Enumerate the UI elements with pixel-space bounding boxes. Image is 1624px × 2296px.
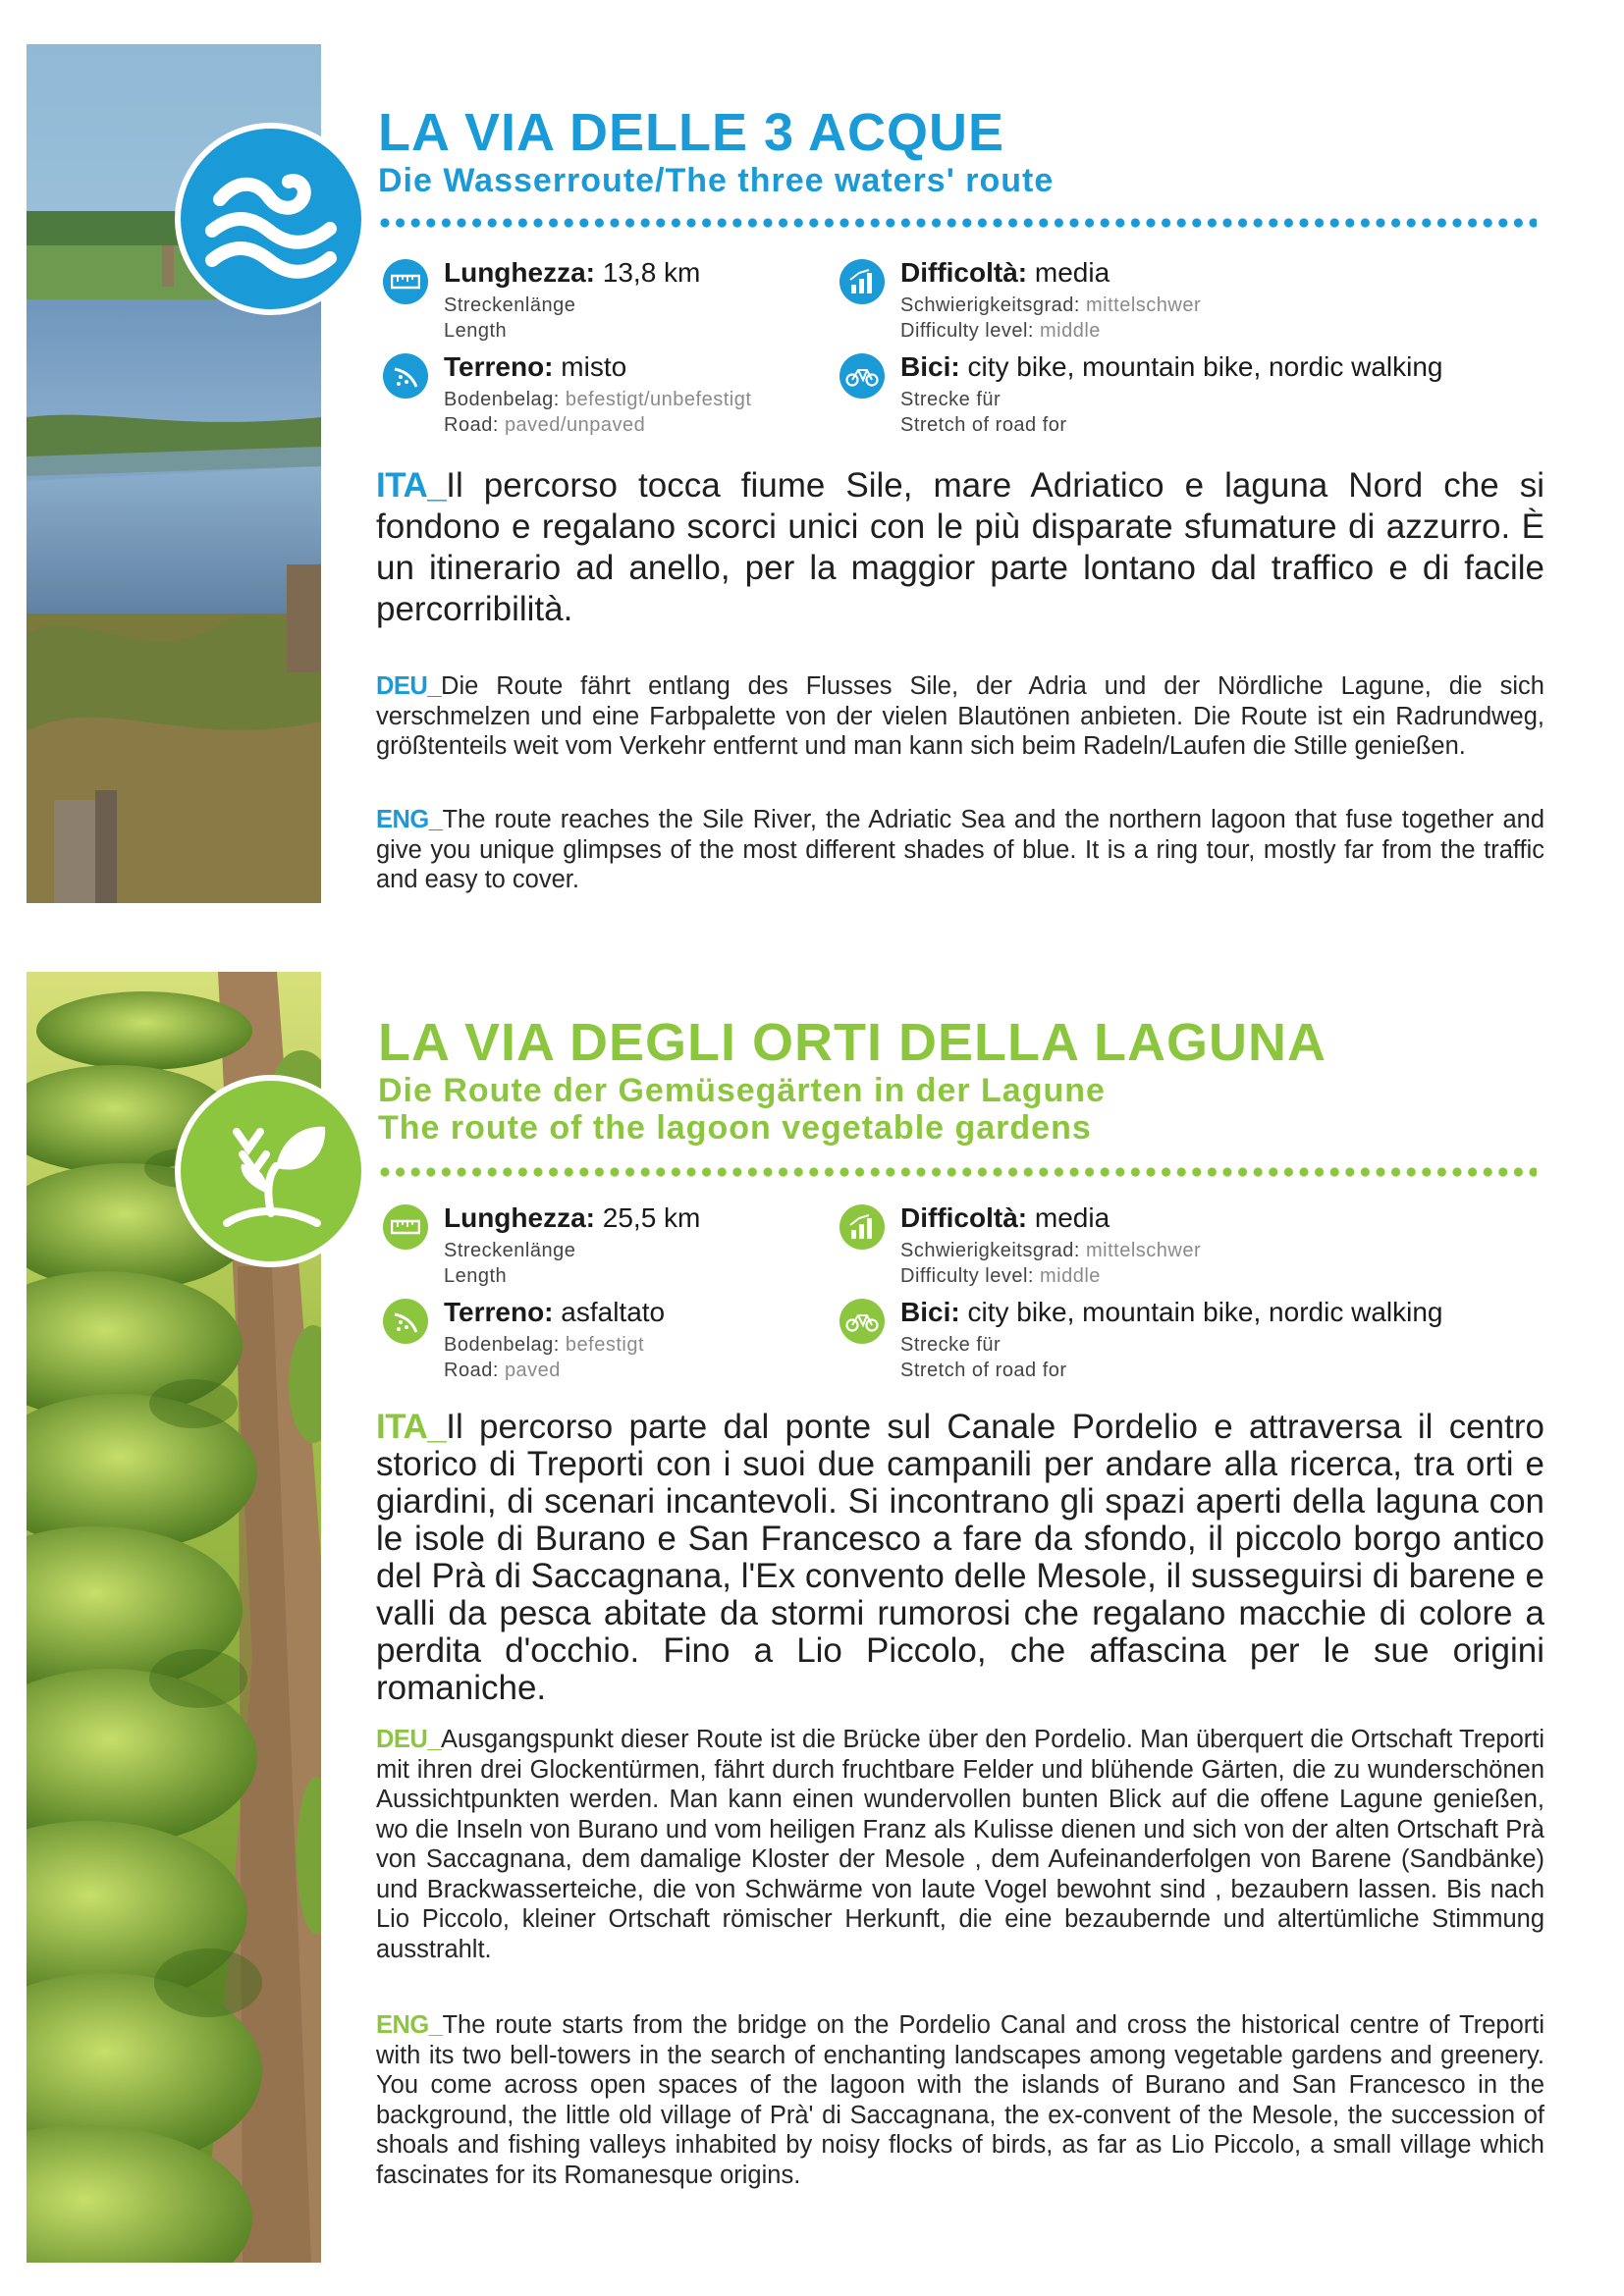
bike-de: Strecke für (900, 389, 1001, 410)
eng-description (376, 805, 1544, 895)
terrain-label: Terreno: (444, 351, 554, 382)
route-subtitle-de: Die Route der Gemüsegärten in der Lagune (378, 1072, 1106, 1109)
difficulty-label: Difficoltà: (900, 1202, 1028, 1233)
dotted-divider (378, 216, 1537, 230)
difficulty-de-value: mittelschwer (1085, 294, 1202, 316)
terrain-en-value: paved (504, 1360, 561, 1381)
difficulty-value: media (1034, 1202, 1110, 1233)
ita-tag: ITA_ (376, 1408, 447, 1446)
ruler-icon (383, 1204, 428, 1250)
deu-description (376, 671, 1544, 762)
bicycle-icon (839, 1299, 885, 1344)
route-section-vegetable-gardens (0, 923, 1624, 2296)
ita-description (376, 465, 1544, 630)
bike-value: city bike, mountain bike, nordic walking (967, 351, 1443, 382)
terrain-en-label: Road: (444, 1360, 499, 1381)
eng-tag: ENG_ (376, 2011, 443, 2039)
length-de: Streckenlänge (444, 294, 576, 316)
bike-en: Stretch of road for (900, 414, 1067, 436)
route-subtitle: Die Wasserroute/The three waters' route (378, 162, 1055, 199)
sprout-icon (175, 1075, 367, 1267)
difficulty-en-value: middle (1040, 320, 1101, 342)
bike-en: Stretch of road for (900, 1360, 1067, 1381)
bike-de: Strecke für (900, 1334, 1001, 1356)
length-value: 13,8 km (602, 257, 701, 288)
terrain-de-label: Bodenbelag: (444, 389, 560, 410)
length-de: Streckenlänge (444, 1240, 576, 1261)
difficulty-icon (839, 1204, 885, 1250)
terrain-en-label: Road: (444, 414, 499, 436)
bike-label: Bici: (900, 1297, 960, 1327)
waves-icon (175, 123, 367, 315)
difficulty-label: Difficoltà: (900, 257, 1028, 288)
ita-text: Il percorso parte dal ponte sul Canale Pordelio e attraversa il centro storico di Treporti con i suoi due campanili per andare alla ricerca, tra orti e giardini, di scenari incantevoli. Si incontrano gli spazi aperti della laguna con le isole di Burano e San Francesco a fare da sfondo, il piccolo borgo antico del Prà di Saccagnana, l'Ex convento delle Mesole, il susseguirsi di barene e valli da pesca abitate da stormi rumorosi che regalano macchie di colore a perdita d'occhio. Fino a Lio Piccolo, che affascina per le sue origini romaniche. (376, 1408, 1544, 1707)
length-label: Lunghezza: (444, 257, 595, 288)
terrain-icon (383, 353, 428, 399)
dotted-divider (378, 1165, 1537, 1179)
bicycle-icon (839, 353, 885, 399)
length-en: Length (444, 320, 508, 342)
terrain-label: Terreno: (444, 1297, 554, 1327)
ita-text: Il percorso tocca fiume Sile, mare Adriatico e laguna Nord che si fondono e regalano scorci unici con le più disparate sfumature di azzurro. È un itinerario ad anello, per la maggior parte lontano dal traffico e di facile percorribilità. (376, 466, 1544, 628)
difficulty-de-value: mittelschwer (1085, 1240, 1202, 1261)
difficulty-de-label: Schwierigkeitsgrad: (900, 1240, 1080, 1261)
terrain-de-value: befestigt (565, 1334, 644, 1356)
terrain-de-label: Bodenbelag: (444, 1334, 560, 1356)
eng-description (376, 2010, 1544, 2190)
deu-text: Ausgangspunkt dieser Route ist die Brücke über den Pordelio. Man überquert die Ortschaft Treporti mit ihren drei Glockentürmen, fährt durch fruchtbare Felder und blühende Gärten, die zu wunderschönen Aussichtpunkten werden. Man kann einen wundervollen bunten Blick auf die offene Lagune genießen, wo die Inseln von Burano und vom heiligen Franz als Kulisse dienen und sich von der alten Ortschaft Prà von Saccagnana, dem damalige Kloster der Mesole , dem Aufeinanderfolgen von Barene (Sandbänke) und Brackwasserteiche, die von Schwärme von laute Vogel bewohnt sind , bezaubern lassen. Bis nach Lio Piccolo, kleiner Ortschaft römischer Herkunft, die eine bezaubernde und altertümliche Stimmung ausstrahlt. (376, 1726, 1544, 1963)
deu-description (376, 1725, 1544, 1964)
difficulty-en-value: middle (1040, 1265, 1101, 1287)
difficulty-de-label: Schwierigkeitsgrad: (900, 294, 1080, 316)
difficulty-en-label: Difficulty level: (900, 320, 1034, 342)
difficulty-icon (839, 259, 885, 304)
route-subtitle-en: The route of the lagoon vegetable gardens (378, 1109, 1092, 1147)
ita-description (376, 1409, 1544, 1707)
bike-value: city bike, mountain bike, nordic walking (967, 1297, 1443, 1327)
ruler-icon (383, 259, 428, 304)
ita-tag: ITA_ (376, 466, 447, 505)
route-title: LA VIA DELLE 3 ACQUE (378, 103, 1005, 162)
difficulty-value: media (1034, 257, 1110, 288)
eng-text: The route reaches the Sile River, the Adriatic Sea and the northern lagoon that fuse together and give you unique glimpses of the most different shades of blue. It is a ring tour, mostly far from the traffic and easy to cover. (376, 806, 1544, 893)
deu-tag: DEU_ (376, 1726, 442, 1753)
deu-tag: DEU_ (376, 672, 442, 700)
bike-label: Bici: (900, 351, 960, 382)
terrain-value: misto (561, 351, 627, 382)
route-title: LA VIA DEGLI ORTI DELLA LAGUNA (378, 1013, 1326, 1072)
deu-text: Die Route fährt entlang des Flusses Sile, der Adria und der Nördliche Lagune, die sich verschmelzen und eine Farbpalette von der vielen Blautönen anbieten. Die Route ist ein Radrundweg, größtenteils weit vom Verkehr entfernt und man kann sich beim Radeln/Laufen die Stille genießen. (376, 672, 1544, 760)
length-value: 25,5 km (602, 1202, 701, 1233)
eng-text: The route starts from the bridge on the Pordelio Canal and cross the historical centre of Treporti with its two bell-towers in the search of enchanting landscapes among vegetable gardens and greenery. You come across open spaces of the lagoon with the islands of Burano and San Francesco in the background, the little old village of Prà' di Saccagnana, the ex-convent of the Mesole, the succession of shoals and fishing valleys inhabited by noisy flocks of birds, as far as Lio Piccolo, a small village which fascinates for its Romanesque origins. (376, 2011, 1544, 2189)
length-en: Length (444, 1265, 508, 1287)
route-section-three-waters (0, 0, 1624, 923)
length-label: Lunghezza: (444, 1202, 595, 1233)
terrain-value: asfaltato (561, 1297, 666, 1327)
terrain-de-value: befestigt/unbefestigt (565, 389, 752, 410)
difficulty-en-label: Difficulty level: (900, 1265, 1034, 1287)
terrain-icon (383, 1299, 428, 1344)
eng-tag: ENG_ (376, 806, 443, 833)
terrain-en-value: paved/unpaved (504, 414, 646, 436)
